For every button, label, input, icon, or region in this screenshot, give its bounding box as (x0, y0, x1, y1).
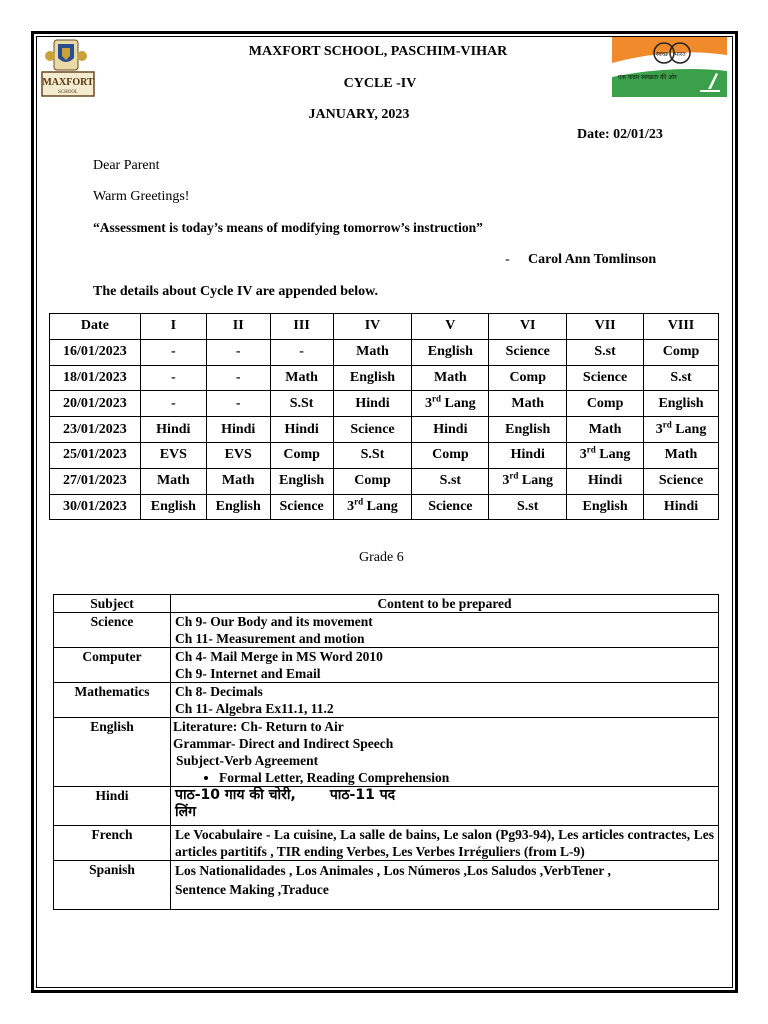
table-row (50, 468, 719, 494)
col-header: III (270, 314, 333, 340)
subject-cell: Math (567, 417, 644, 443)
content-header: Content to be prepared (171, 595, 719, 613)
subject-cell: Spanish (54, 861, 171, 910)
subject-cell: Comp (489, 365, 567, 391)
col-header: VI (489, 314, 567, 340)
table-row (50, 365, 719, 391)
bullet-list (173, 769, 714, 786)
cycle-header-row (50, 314, 719, 340)
col-header: I (140, 314, 206, 340)
content-line: Ch 8- Decimals (175, 684, 263, 699)
col-header: Date (50, 314, 141, 340)
subject-cell: Math (489, 391, 567, 417)
table-row (54, 613, 719, 648)
subject-cell: Hindi (644, 494, 719, 520)
grade-content-table (53, 594, 719, 910)
col-header: IV (333, 314, 412, 340)
subject-cell: EVS (140, 442, 206, 468)
logo-right-word-2: भारत (674, 51, 686, 58)
bullet-item: • Formal Letter, Reading Comprehension (219, 769, 714, 786)
subject-cell: - (270, 339, 333, 365)
content-line: Grammar- Direct and Indirect Speech (173, 736, 394, 751)
col-header: II (206, 314, 270, 340)
content-line: Ch 4- Mail Merge in MS Word 2010 (175, 649, 383, 664)
table-row (54, 718, 719, 787)
subject-cell: EVS (206, 442, 270, 468)
table-row (54, 861, 719, 910)
content-line: Ch 9- Internet and Email (175, 666, 321, 681)
content-line: Subject-Verb Agreement (176, 753, 319, 768)
date-cell: 23/01/2023 (50, 417, 141, 443)
table-row (50, 494, 719, 520)
subject-cell: Science (54, 613, 171, 648)
subject-cell: Mathematics (54, 683, 171, 718)
subject-cell: Math (644, 442, 719, 468)
subject-cell: Science (333, 417, 412, 443)
subject-cell: - (206, 365, 270, 391)
subject-cell: - (206, 391, 270, 417)
letter-date: Date: 02/01/23 (577, 127, 663, 142)
content-line: Ch 9- Our Body and its movement (175, 614, 373, 629)
subject-cell: S.st (489, 494, 567, 520)
quote: “Assessment is today’s means of modifying tomorrow’s instruction” (93, 220, 483, 235)
hindi-line-a: पाठ-10 गाय की चोरी, (175, 787, 296, 803)
cycle-schedule-table (49, 313, 719, 520)
content-cell: Le Vocabulaire - La cuisine, La salle de bains, Le salon (Pg93-94), Les articles contractes, Les articles partitifs , TIR ending Verbes, Les Verbes Irréguliers (from L-9) (171, 826, 719, 861)
subject-cell: Math (412, 365, 489, 391)
subject-cell: S.st (567, 339, 644, 365)
content-cell (171, 787, 719, 826)
subject-cell: S.St (270, 391, 333, 417)
author-dash: - (505, 252, 510, 267)
subject-cell: Science (489, 339, 567, 365)
logo-left-subtext: SCHOOL (57, 90, 79, 95)
col-header: VII (567, 314, 644, 340)
hindi-line-2: लिंग (175, 804, 196, 820)
subject-cell: Math (140, 468, 206, 494)
grade-header-row (54, 595, 719, 613)
content-cell (171, 861, 719, 910)
subject-cell: Hindi (412, 417, 489, 443)
content-line: Ch 11- Measurement and motion (175, 631, 365, 646)
date-cell: 20/01/2023 (50, 391, 141, 417)
subject-cell: Math (333, 339, 412, 365)
subject-cell: Comp (644, 339, 719, 365)
cycle-intro: The details about Cycle IV are appended below. (93, 284, 378, 299)
subject-cell: English (644, 391, 719, 417)
content-cell (171, 613, 719, 648)
salutation: Dear Parent (93, 158, 160, 173)
school-name: MAXFORT SCHOOL, PASCHIM-VIHAR (248, 44, 508, 59)
content-line: Sentence Making ,Traduce (175, 882, 329, 897)
subject-cell: Comp (333, 468, 412, 494)
subject-cell: Hindi (206, 417, 270, 443)
subject-cell: 3rd Lang (567, 442, 644, 468)
table-row (54, 787, 719, 826)
table-row (50, 442, 719, 468)
subject-cell: Hindi (333, 391, 412, 417)
subject-cell: Science (567, 365, 644, 391)
col-header: V (412, 314, 489, 340)
subject-cell: Hindi (54, 787, 171, 826)
hindi-line-b: पाठ-11 पद (329, 787, 396, 803)
subject-cell: Hindi (489, 442, 567, 468)
subject-cell: 3rd Lang (412, 391, 489, 417)
subject-cell: 3rd Lang (644, 417, 719, 443)
subject-cell: Comp (412, 442, 489, 468)
logo-right-word-1: स्वच्छ (656, 51, 669, 58)
subject-cell: - (140, 365, 206, 391)
subject-cell: English (412, 339, 489, 365)
subject-cell: S.st (412, 468, 489, 494)
subject-cell: - (140, 391, 206, 417)
subject-cell: Math (206, 468, 270, 494)
subject-cell: English (140, 494, 206, 520)
greeting: Warm Greetings! (93, 189, 190, 204)
subject-cell: Science (270, 494, 333, 520)
content-cell (171, 683, 719, 718)
subject-cell: English (333, 365, 412, 391)
subject-cell: Computer (54, 648, 171, 683)
subject-cell: English (270, 468, 333, 494)
subject-cell: English (54, 718, 171, 787)
subject-cell: - (140, 339, 206, 365)
subject-cell: Math (270, 365, 333, 391)
month-title: JANUARY, 2023 (308, 107, 410, 122)
table-row (54, 683, 719, 718)
date-cell: 25/01/2023 (50, 442, 141, 468)
subject-cell: Hindi (140, 417, 206, 443)
subject-cell: S.st (644, 365, 719, 391)
subject-cell: Hindi (567, 468, 644, 494)
subject-cell: Comp (270, 442, 333, 468)
logo-left-text: MAXFORT (42, 77, 94, 88)
subject-cell: S.St (333, 442, 412, 468)
cycle-title: CYCLE -IV (343, 76, 417, 91)
subject-cell: 3rd Lang (333, 494, 412, 520)
table-row (54, 648, 719, 683)
subject-cell: Hindi (270, 417, 333, 443)
logo-right-caption: एक कदम स्वच्छता की ओर (618, 74, 677, 81)
content-cell (171, 718, 719, 787)
quote-author: Carol Ann Tomlinson (528, 252, 657, 267)
subject-cell: 3rd Lang (489, 468, 567, 494)
table-row (54, 826, 719, 861)
date-cell: 16/01/2023 (50, 339, 141, 365)
table-row (50, 417, 719, 443)
table-row (50, 391, 719, 417)
subject-cell: French (54, 826, 171, 861)
table-row (50, 339, 719, 365)
subject-cell: Science (644, 468, 719, 494)
subject-cell: English (567, 494, 644, 520)
content-line: Los Nationalidades , Los Animales , Los Números ,Los Saludos ,VerbTener , (175, 863, 611, 878)
subject-cell: Science (412, 494, 489, 520)
subject-cell: English (206, 494, 270, 520)
date-cell: 18/01/2023 (50, 365, 141, 391)
date-cell: 30/01/2023 (50, 494, 141, 520)
content-line: Literature: Ch- Return to Air (173, 719, 344, 734)
subject-cell: English (489, 417, 567, 443)
subject-header: Subject (54, 595, 171, 613)
date-cell: 27/01/2023 (50, 468, 141, 494)
content-line: Ch 11- Algebra Ex11.1, 11.2 (175, 701, 334, 716)
grade-title: Grade 6 (359, 550, 404, 565)
col-header: VIII (644, 314, 719, 340)
subject-cell: Comp (567, 391, 644, 417)
content-cell (171, 648, 719, 683)
subject-cell: - (206, 339, 270, 365)
